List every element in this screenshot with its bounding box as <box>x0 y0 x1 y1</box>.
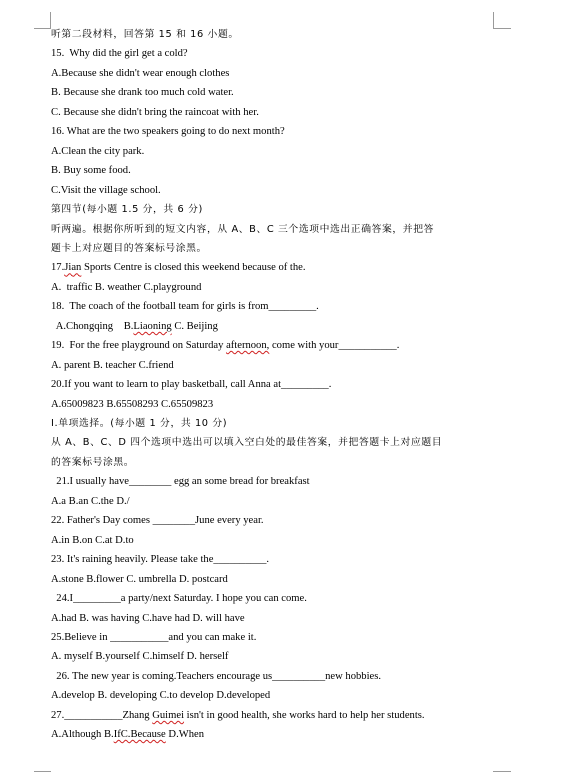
document-line: 27.___________Zhang Guimei isn't in good health, she works hard to help her students. <box>51 709 425 721</box>
document-line: A. traffic B. weather C.playground <box>51 281 202 293</box>
document-line: A.Chongqing B.Liaoning C. Beijing <box>51 320 218 332</box>
document-line: A.had B. was having C.have had D. will have <box>51 612 245 624</box>
document-line: 第四节(每小题 1.5 分，共 6 分) <box>51 204 203 216</box>
spellcheck-underline: Liaoning <box>133 320 172 332</box>
document-line: A. parent B. teacher C.friend <box>51 359 174 371</box>
document-line: 16. What are the two speakers going to do next month? <box>51 126 285 138</box>
document-line: 18. The coach of the football team for girls is from_________. <box>51 301 319 313</box>
document-line: A.Because she didn't wear enough clothes <box>51 67 230 79</box>
spellcheck-underline: IfC.Because <box>113 729 166 741</box>
spellcheck-underline: afternoon, <box>226 340 270 352</box>
document-line: 25.Believe in ___________and you can make it. <box>51 631 257 643</box>
document-line: 22. Father's Day comes ________June every year. <box>51 515 264 527</box>
document-line: 24.I_________a party/next Saturday. I hope you can come. <box>51 593 307 605</box>
spellcheck-underline: Jian <box>64 262 82 274</box>
document-line: 21.I usually have________ egg an some bread for breakfast <box>51 476 310 488</box>
document-line: 23. It's raining heavily. Please take the__________. <box>51 554 270 566</box>
crop-mark-top-right-v <box>493 12 494 28</box>
document-line: A.in B.on C.at D.to <box>51 534 134 546</box>
document-line: A.develop B. developing C.to develop D.developed <box>51 690 271 702</box>
document-line: I.单项选择。(每小题 1 分，共 10 分) <box>51 418 228 429</box>
crop-mark-top-left-h <box>34 28 51 29</box>
document-line: C. Because she didn't bring the raincoat with her. <box>51 106 259 118</box>
document-line: A.Although B.IfC.Because D.When <box>51 729 205 741</box>
crop-mark-bottom-right <box>493 771 511 772</box>
crop-mark-bottom-left <box>34 771 51 772</box>
document-line: A.65009823 B.65508293 C.65509823 <box>51 398 214 410</box>
document-line: 20.If you want to learn to play basketball, call Anna at_________. <box>51 379 332 391</box>
document-line: B. Buy some food. <box>51 165 131 177</box>
document-line: A.a B.an C.the D./ <box>51 495 130 507</box>
document-line: 听第二段材料，回答第 15 和 16 小题。 <box>51 29 239 40</box>
document-line: A.Clean the city park. <box>51 145 145 157</box>
crop-mark-top-left-v <box>50 12 51 28</box>
document-line: 15. Why did the girl get a cold? <box>51 48 188 60</box>
document-line: 题卡上对应题目的答案标号涂黑。 <box>51 242 207 254</box>
document-line: 从 A、B、C、D 四个选项中选出可以填入空白处的最佳答案，并把答题卡上对应题目 <box>51 437 443 449</box>
document-line: B. Because she drank too much cold water. <box>51 87 234 99</box>
crop-mark-top-right-h <box>493 28 511 29</box>
spellcheck-underline: Guimei <box>152 709 185 721</box>
document-line: 听两遍。根据你所听到的短文内容，从 A、B、C 三个选项中选出正确答案，并把答 <box>51 223 434 235</box>
document-line: 17.Jian Sports Centre is closed this weekend because of the. <box>51 262 306 274</box>
document-line: 26. The new year is coming.Teachers encourage us__________new hobbies. <box>51 670 382 682</box>
document-line: A. myself B.yourself C.himself D. herself <box>51 651 229 663</box>
document-line: A.stone B.flower C. umbrella D. postcard <box>51 573 228 585</box>
document-line: 的答案标号涂黑。 <box>51 456 135 468</box>
document-line: 19. For the free playground on Saturday afternoon, come with your___________. <box>51 340 400 352</box>
document-line: C.Visit the village school. <box>51 184 161 196</box>
